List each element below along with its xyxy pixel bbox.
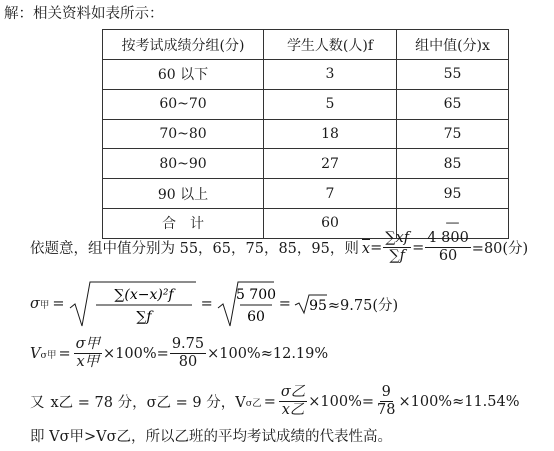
fraction-denominator: ∑f [389, 248, 406, 264]
table-cell: 95 [397, 179, 509, 209]
fraction-numerator: 9.75 [171, 336, 205, 352]
equals: = [278, 296, 291, 312]
mean-result: =80(分) [471, 241, 529, 257]
table-row [103, 149, 509, 179]
radical-sign-icon [68, 278, 198, 330]
radical-value: 95 [308, 298, 327, 314]
fraction-denominator: x甲 [76, 354, 100, 370]
conclusion-text: 即 Vσ甲>Vσ乙，所以乙班的平均考试成绩的代表性高。 [30, 429, 392, 445]
radical-sign-icon [294, 293, 328, 315]
table-cell: 65 [397, 89, 509, 119]
table-cell: 3 [264, 60, 397, 90]
fraction-numerator: ∑xf [385, 230, 410, 246]
equals: = [412, 239, 425, 256]
mean-value-fraction [425, 230, 471, 265]
fraction-numerator: 4 800 [427, 230, 469, 246]
cv-jia-formula [30, 336, 328, 371]
table-cell: 5 [264, 89, 397, 119]
subscript: 甲 [39, 300, 50, 311]
table-cell: 70~80 [103, 119, 264, 149]
table-cell: 55 [397, 60, 509, 90]
table-row [103, 60, 509, 90]
table-cell: 7 [264, 179, 397, 209]
mean-text: 依题意，组中值分别为 55，65，75，85，95，则 [30, 241, 359, 257]
multiplier: ×100%= [308, 393, 375, 410]
radical-numerator: 5 700 [235, 287, 276, 303]
fraction-denominator: 80 [178, 354, 198, 370]
mean-fraction [383, 230, 411, 265]
prefix-text: 又 [30, 395, 45, 411]
std-result: ≈9.75(分) [327, 297, 399, 314]
equals: = [200, 296, 213, 312]
cv-yi-result: ×100%≈11.54% [398, 393, 520, 410]
cv-jia-fraction [74, 336, 102, 371]
std-formula [30, 278, 398, 330]
yi-values: x乙 = 78 分，σ乙 = 9 分，V [50, 395, 246, 411]
subscript: σ甲 [40, 349, 57, 361]
cv-yi-formula [30, 384, 520, 419]
fraction-numerator: σ乙 [280, 384, 306, 400]
intro-text: 解：相关资料如表所示： [4, 6, 164, 22]
subscript: σ乙 [245, 397, 262, 409]
frequency-table [102, 29, 509, 239]
table-row [103, 119, 509, 149]
table-cell: 60 [264, 208, 397, 238]
radical-3 [294, 293, 328, 315]
table-cell: 27 [264, 149, 397, 179]
v-symbol: V [30, 345, 41, 362]
table-cell: 合 计 [103, 208, 264, 238]
radical-1 [68, 278, 198, 330]
table-cell: — [397, 208, 509, 238]
cv-jia-result: ×100%≈12.19% [207, 345, 329, 362]
fraction-numerator: σ甲 [75, 336, 101, 352]
fraction-denominator: x乙 [281, 402, 305, 418]
table-cell: 85 [397, 149, 509, 179]
table-cell: 60~70 [103, 89, 264, 119]
table-cell: 18 [264, 119, 397, 149]
cv-yi-value-fraction [375, 384, 397, 419]
equals: = [52, 296, 65, 312]
header-group: 按考试成绩分组(分) [103, 30, 264, 60]
multiplier: ×100%= [103, 345, 169, 362]
table-row [103, 89, 509, 119]
header-midpoint: 组中值(分)x [397, 30, 509, 60]
radical-denominator: 60 [246, 309, 265, 325]
table-cell: 60 以下 [103, 60, 264, 90]
table-header-row [103, 30, 509, 60]
equals: = [58, 345, 71, 362]
equals: = [370, 239, 383, 256]
fraction-numerator: 9 [381, 384, 391, 400]
table-cell: 75 [397, 119, 509, 149]
mean-formula [30, 230, 528, 265]
table-row [103, 179, 509, 209]
table-cell: 80~90 [103, 149, 264, 179]
fraction-denominator: 60 [438, 248, 458, 264]
equals: = [263, 393, 276, 410]
header-count: 学生人数(人)f [264, 30, 397, 60]
radical-2 [216, 278, 276, 330]
sigma-symbol: σ [30, 296, 40, 312]
cv-yi-fraction [279, 384, 307, 419]
radical-numerator: ∑(x−x)²f [113, 287, 174, 303]
radical-sign-icon [216, 278, 276, 330]
xbar-symbol: x [361, 240, 371, 257]
radical-denominator: ∑f [135, 309, 152, 325]
cv-jia-value-fraction [170, 336, 206, 371]
fraction-denominator: 78 [377, 402, 396, 418]
table-cell: 90 以上 [103, 179, 264, 209]
